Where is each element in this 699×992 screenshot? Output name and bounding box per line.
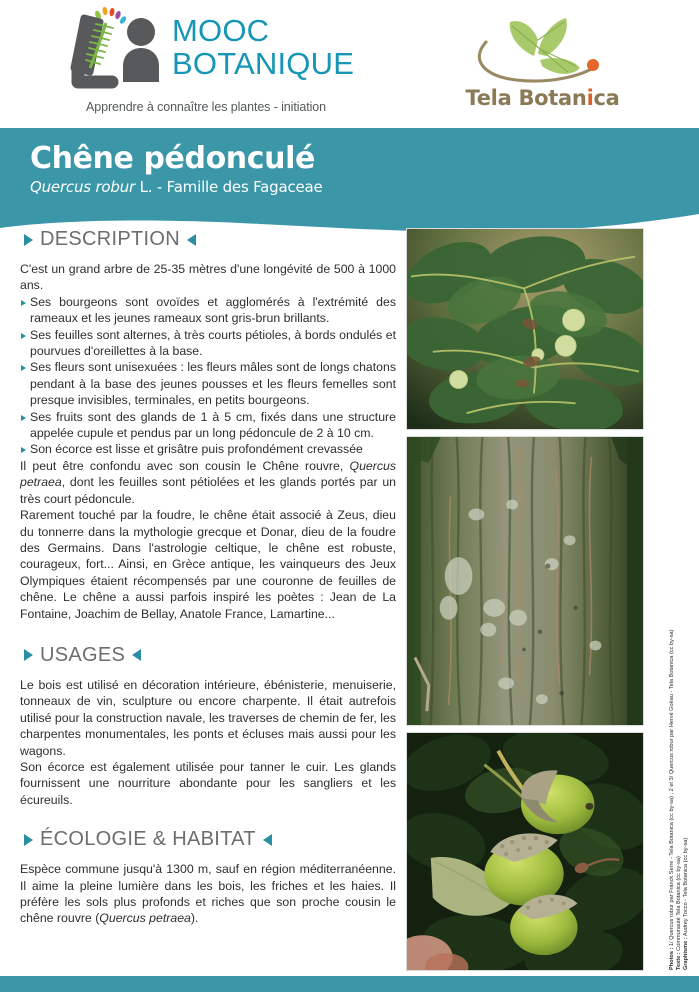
spacer — [20, 622, 396, 644]
credits-block — [669, 510, 697, 970]
ecologie-text-post: ). — [190, 911, 199, 926]
triangle-right-icon — [24, 834, 33, 846]
species-common-name: Chêne pédonculé — [30, 141, 315, 176]
credits-graphisme-label: Graphisme : — [683, 937, 689, 970]
footer-accent-bar — [0, 976, 699, 992]
credits-graphisme-text: Audrey Tocco - Tela Botanica (cc by-sa) — [683, 837, 689, 938]
ecologie-text-pre: Espèce commune jusqu'à 1300 m, sauf en région méditerranéenne. Il aime la pleine lumière dans les bois, les friches et les haies. Il préfère les sols plus profonds et riches que son proche cousin le chêne rouvre ( — [20, 862, 396, 926]
credits-rotated-text — [669, 629, 690, 970]
tela-word-part2: ca — [593, 86, 620, 110]
description-paragraph: C'est un grand arbre de 25-35 mètres d'une longévité de 500 à 1000 ans. — [20, 262, 396, 293]
mooc-tagline: Apprendre à connaître les plantes - initiation — [86, 100, 326, 114]
usages-paragraph: Le bois est utilisé en décoration intérieure, ébénisterie, menuiserie, tonneaux de vin, sculpture ou encore charpente. Il était autrefois utilisé pour la construction navale, les traverses de chemin de fer, les charpentes monumentales, les ponts et écluses mais aussi pour les wagons. — [20, 677, 396, 758]
page-content — [0, 228, 699, 968]
credits-graphisme-line — [683, 629, 690, 970]
mooc-word-line1: MOOC — [172, 13, 270, 48]
section-heading-description — [24, 228, 396, 251]
spacer — [20, 808, 396, 828]
page-header — [0, 0, 699, 128]
credits-photos-line — [669, 629, 676, 970]
description-bullet: Ses fleurs sont unisexuées : les fleurs mâles sont de longs chatons pendant à la base des jeunes pousses et les fleurs femelles sont presque invisibles, terminales, en petits bourgeons. — [20, 359, 396, 408]
photo-column — [406, 228, 644, 971]
tela-word-part1: Tela Botan — [465, 86, 587, 110]
section-heading-label: USAGES — [40, 643, 126, 666]
credits-texte-text: Communauté Tela Botanica (cc by-sa) — [676, 856, 682, 953]
description-bullet: Ses feuilles sont alternes, à très courts pétioles, à bords ondulés et pourvues d'oreillettes à la base. — [20, 327, 396, 360]
description-body — [20, 261, 396, 622]
section-heading-ecologie-habitat — [24, 828, 396, 851]
confusion-scientific-name: Quercus petraea — [20, 458, 396, 490]
credits-photos-label: Photos : — [669, 947, 675, 970]
tela-word-accent: i — [586, 86, 594, 110]
confusion-text-pre: Il peut être confondu avec son cousin le Chêne rouvre, — [20, 458, 350, 473]
tela-botanica-wordmark — [460, 86, 625, 110]
description-mythology-paragraph: Rarement touché par la foudre, le chêne était associé à Zeus, dieu du tonnerre dans la mythologie grecque et Donar, dieu de la foudre des Germains. Dans l'astrologie celtique, le chêne est robuste, courageux, fort... Ainsi, en Grèce antique, les vainqueurs des Jeux Olympiques étaient récompensés par une couronne de feuilles de chêne. Le chêne a aussi parfois inspiré les poètes : Jean de La Fontaine, Joachim de Bellay, Anatole France, Lamartine... — [20, 508, 396, 621]
mooc-plant-person-logo-icon — [60, 6, 170, 98]
triangle-right-icon — [24, 234, 33, 246]
triangle-left-icon — [263, 834, 272, 846]
description-bullet: Son écorce est lisse et grisâtre puis profondément crevassée — [20, 441, 396, 457]
species-scientific-name — [30, 178, 670, 196]
section-heading-usages — [24, 644, 396, 667]
species-title-block — [30, 142, 670, 196]
description-confusion-paragraph — [20, 458, 396, 507]
credits-texte-line — [676, 629, 683, 970]
oak-bark-photo — [406, 436, 644, 726]
description-bullet: Ses fruits sont des glands de 1 à 5 cm, fixés dans une structure appelée cupule et pendus par un long pédoncule de 2 à 10 cm. — [20, 409, 396, 442]
triangle-right-icon — [24, 649, 33, 661]
authority-and-family: L. - Famille des Fagaceae — [135, 178, 323, 196]
tela-botanica-leaf-logo-icon — [472, 10, 612, 88]
section-heading-label: DESCRIPTION — [40, 228, 180, 250]
scientific-binomial: Quercus robur — [30, 178, 135, 196]
ecologie-paragraph — [20, 861, 396, 927]
mooc-word-line2: BOTANIQUE — [172, 46, 355, 81]
tela-botanica-logo — [460, 10, 625, 118]
triangle-left-icon — [187, 234, 196, 246]
description-bullet: Ses bourgeons sont ovoïdes et agglomérés à l'extrémité des rameaux et les jeunes rameaux sont gris-brun brillants. — [20, 294, 396, 327]
ecologie-scientific-name: Quercus petraea — [99, 911, 191, 926]
credits-photos-text: 1/ Quercus robur par Franck Serre - Tela Botanica (cc by-sa) ; 2 et 3/ Quercus robur par Hervé Goëau - Tela Botanica (cc by-sa) — [669, 629, 675, 948]
ecologie-body — [20, 861, 396, 927]
text-column — [20, 228, 396, 927]
species-title-banner — [0, 128, 699, 234]
oak-acorns-photo — [406, 732, 644, 971]
credits-texte-label: Texte : — [676, 952, 682, 970]
triangle-left-icon — [132, 649, 141, 661]
mooc-wordmark — [172, 13, 355, 81]
confusion-text-post: , dont les feuilles sont pétiolées et les glands portés par un très court pédoncule. — [20, 475, 396, 506]
oak-leaves-photo — [406, 228, 644, 430]
mooc-botanique-logo — [60, 6, 355, 114]
section-heading-label: ÉCOLOGIE & HABITAT — [40, 828, 256, 851]
usages-body — [20, 677, 396, 808]
usages-paragraph: Son écorce est également utilisée pour tanner le cuir. Les glands fournissent une nourriture abondante pour les sangliers et les écureuils. — [20, 759, 396, 807]
